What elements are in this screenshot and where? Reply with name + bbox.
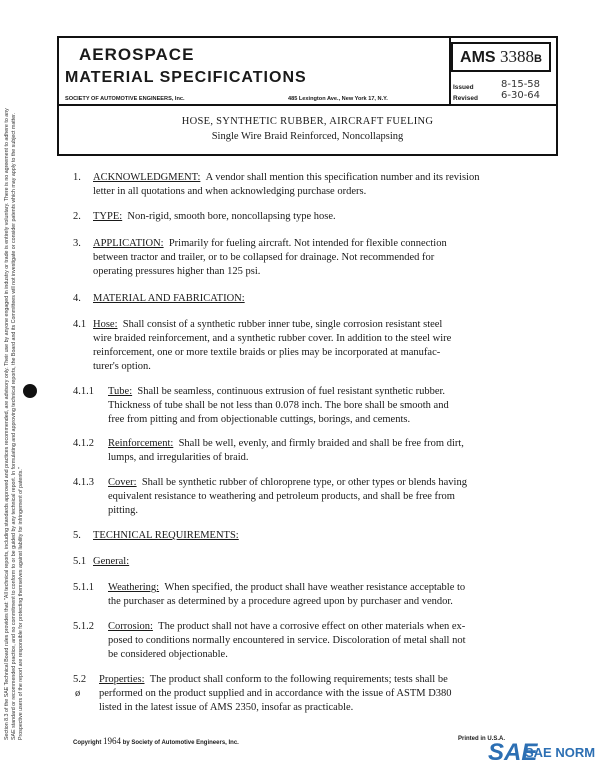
sae-rules-note: Section 8.3 of the SAE Technical Board rules provides that: "All technical reports, including standards approved and practices recommended, are advisory only. Their use by anyone engaged in industry or trade is entirely voluntary. There is no agreement to adhere to any SAE standard or recommended practice, and no commitment to conform to or be guided by any technical report. In formulating and approving technical reports, the Board and its Committees will not investigate or consider patents which may apply to the subject matter. Prospective users of the report are responsible for protecting themselves against liability for infringement of patents.": [4, 108, 24, 740]
issued-label: Issued: [453, 84, 474, 91]
section-text: pitting.: [108, 505, 139, 516]
revised-label: Revised: [453, 95, 478, 102]
section-text: wire braided reinforcement, and a synthetic rubber cover. In addition to the steel wire: [93, 333, 452, 344]
section-heading: TYPE:: [93, 211, 123, 222]
section-text: lumps, and irregularities of braid.: [108, 452, 249, 463]
section-number: 5.1.2: [73, 621, 94, 632]
section-text: Non-rigid, smooth bore, noncollapsing type hose.: [127, 211, 336, 222]
section-text: be considered objectionable.: [108, 649, 228, 660]
header-title-material-specs: MATERIAL SPECIFICATIONS: [65, 69, 307, 86]
section-text: reinforcement, one or more textile braids or plies may be incorporated at manufac-: [93, 347, 441, 358]
copyright-label: Copyright: [73, 740, 102, 746]
section-heading: Reinforcement:: [108, 438, 174, 449]
section-number: 4.1.2: [73, 438, 94, 449]
header-title-panel: [59, 38, 451, 104]
section-heading: General:: [93, 556, 130, 567]
section-number: 5.1: [73, 556, 87, 567]
section-text: performed on the product supplied and in accordance with the issue of ASTM D380: [99, 688, 452, 699]
section-heading: Properties:: [99, 674, 145, 685]
copyright-year: 1964: [103, 736, 122, 746]
section-number: 4.1: [73, 319, 87, 330]
section-heading: ACKNOWLEDGMENT:: [93, 172, 201, 183]
section-text: Primarily for fueling aircraft. Not intended for flexible connection: [168, 238, 447, 249]
ams-revision-letter: B: [534, 53, 542, 65]
section-number: 5.1.1: [73, 582, 94, 593]
section-heading: MATERIAL AND FABRICATION:: [93, 293, 245, 304]
header-title-aerospace: AEROSPACE: [79, 45, 195, 64]
section-number: 4.1.3: [73, 477, 94, 488]
section-number: 1.: [73, 172, 81, 183]
section-text: the purchaser as determined by a procedure agreed upon by purchaser and vendor.: [108, 596, 453, 607]
revision-mark: ø: [75, 688, 81, 699]
section-number: 5.: [73, 530, 81, 541]
section-text: Shall be seamless, continuous extrusion of fuel resistant synthetic rubber.: [137, 386, 446, 397]
section-heading: Hose:: [93, 319, 118, 330]
section-text: The product shall not have a corrosive effect on other materials when ex-: [158, 621, 466, 632]
society-address: 485 Lexington Ave., New York 17, N.Y.: [288, 96, 388, 102]
section-text: Shall be well, evenly, and firmly braided and shall be free from dirt,: [178, 438, 464, 449]
ams-number-box: [451, 42, 551, 72]
section-text: letter in all quotations and when acknowledging purchase orders.: [93, 186, 367, 197]
society-name: SOCIETY OF AUTOMOTIVE ENGINEERS, Inc.: [65, 96, 185, 102]
section-text: Shall be synthetic rubber of chloroprene type, or other types or blends having: [141, 477, 467, 488]
ams-prefix: AMS: [460, 49, 496, 66]
header-box: [57, 36, 558, 106]
copyright-line: [73, 736, 239, 746]
section-number: 4.1.1: [73, 386, 94, 397]
issued-date: 8-15-58: [501, 79, 541, 90]
society-line: [65, 96, 388, 102]
spec-title: HOSE, SYNTHETIC RUBBER, AIRCRAFT FUELING: [181, 116, 434, 127]
section-text: equivalent resistance to weathering and petroleum products, and shall be free from: [108, 491, 455, 502]
section-number: 5.2: [73, 674, 87, 685]
section-text: turer's option.: [93, 361, 151, 372]
title-box: [57, 106, 558, 156]
header-id-panel: [449, 38, 556, 104]
section-heading: Cover:: [108, 477, 137, 488]
logo-sae-mark: SAE: [488, 739, 538, 766]
section-text: between tractor and trailer, or to be collapsed for drainage. Not recommended for: [93, 252, 435, 263]
section-heading: TECHNICAL REQUIREMENTS:: [93, 530, 239, 541]
section-text: listed in the latest issue of AMS 2350, insofar as practicable.: [99, 702, 354, 713]
logo-sae-norm-text: SAE NORM: [525, 745, 596, 760]
spec-subtitle: Single Wire Braid Reinforced, Noncollapsing: [211, 131, 404, 142]
section-text: Shall consist of a synthetic rubber inner tube, single corrosion resistant steel: [122, 319, 443, 330]
revised-date: 6-30-64: [501, 90, 541, 101]
section-heading: Corrosion:: [108, 621, 153, 632]
section-text: The product shall conform to the following requirements; tests shall be: [149, 674, 448, 685]
ams-number: 3388: [500, 47, 535, 66]
section-text: posed to conditions normally encountered in service. Discoloration of metal shall not: [108, 635, 466, 646]
section-number: 2.: [73, 211, 81, 222]
punch-hole: [23, 384, 37, 398]
section-number: 3.: [73, 238, 81, 249]
section-number: 4.: [73, 293, 81, 304]
section-heading: Tube:: [108, 386, 133, 397]
section-text: Thickness of tube shall be not less than 0.078 inch. The bore shall be smooth and: [108, 400, 449, 411]
section-text: operating pressures higher than 125 psi.: [93, 266, 261, 277]
section-text: When specified, the product shall have weather resistance acceptable to: [164, 582, 466, 593]
sae-norm-logo: [488, 741, 596, 771]
section-heading: APPLICATION:: [93, 238, 164, 249]
section-heading: Weathering:: [108, 582, 160, 593]
section-text: free from pitting and from objectionable cuttings, borings, and cements.: [108, 414, 411, 425]
printed-line: Printed in U.S.A.: [458, 736, 506, 742]
section-text: A vendor shall mention this specification number and its revision: [205, 172, 480, 183]
copyright-holder: by Society of Automotive Engineers, Inc.: [122, 740, 239, 746]
